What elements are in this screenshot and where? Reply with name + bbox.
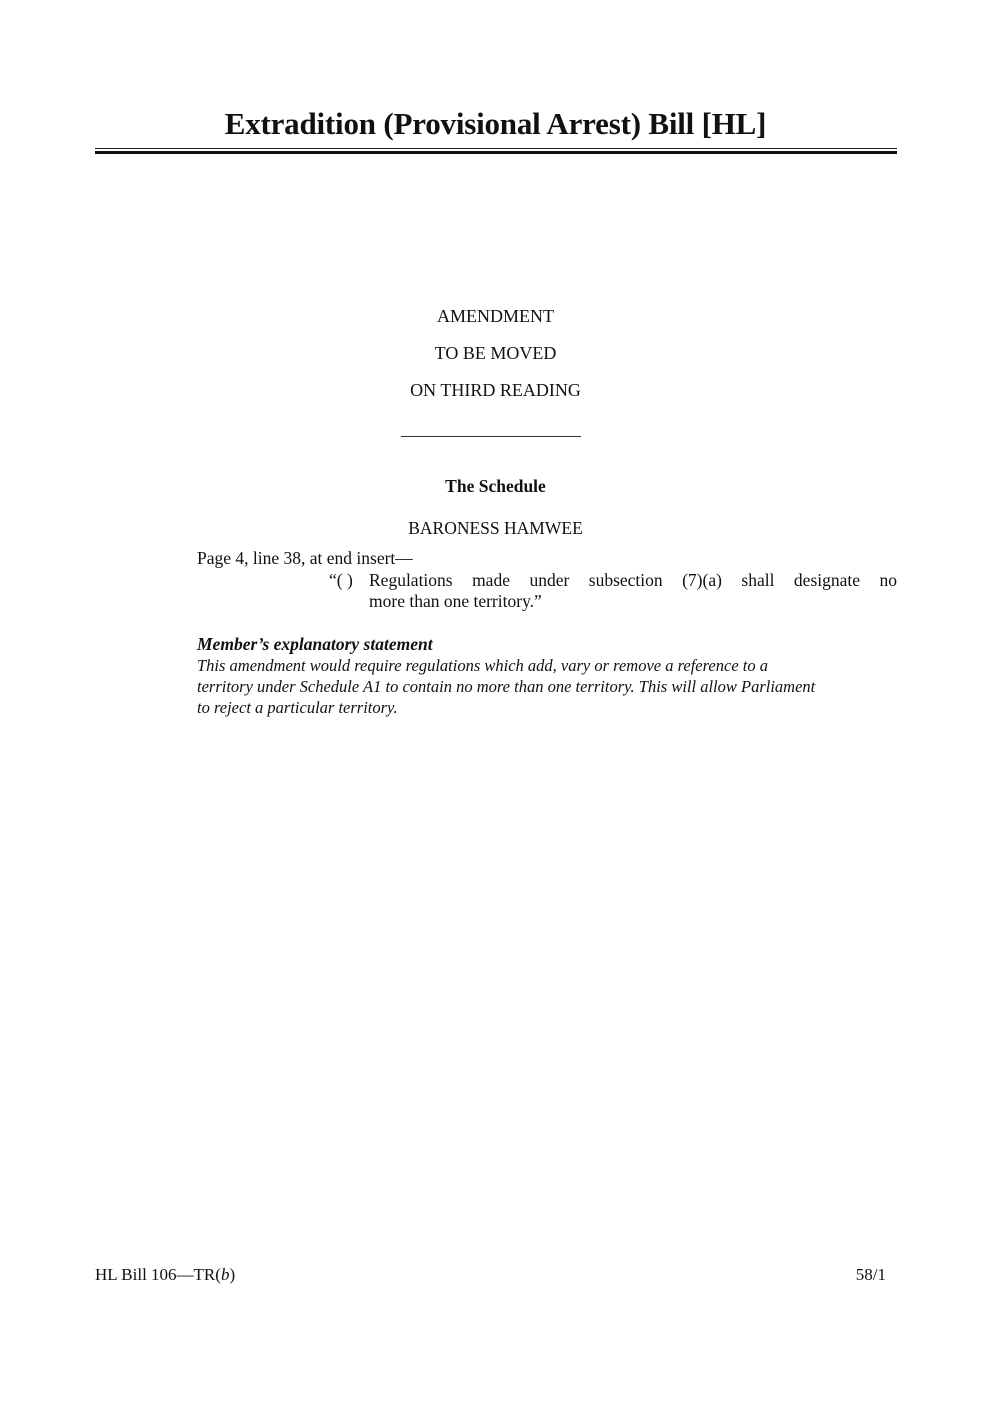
inserted-text-line-1: Regulations made under subsection (7)(a) shall designate no [369, 570, 897, 590]
bill-title: Extradition (Provisional Arrest) Bill [HL] [224, 106, 767, 141]
member-name: BARONESS HAMWEE [408, 518, 583, 538]
footer-bill-reference [95, 1265, 235, 1285]
inserted-subsection-label: “( ) [329, 570, 353, 590]
section-title: The Schedule [445, 476, 546, 496]
footer-page-reference: 58/1 [855, 1265, 886, 1284]
inserted-text-line-2: more than one territory.” [369, 591, 542, 611]
bill-ref-text: HL Bill 106—TR( [95, 1265, 221, 1284]
amendment-instruction: Page 4, line 38, at end insert— [197, 548, 413, 568]
statement-line: territory under Schedule A1 to contain no more than one territory. This will allow Parliament [197, 677, 816, 696]
statement-heading: Member’s explanatory statement [197, 634, 433, 654]
title-rule-thin [95, 148, 897, 149]
bill-ref-italic: b [220, 1265, 230, 1284]
statement-line: This amendment would require regulations which add, vary or remove a reference to a [197, 656, 768, 675]
heading-amendment: AMENDMENT [437, 306, 554, 326]
heading-to-be-moved: TO BE MOVED [434, 343, 557, 363]
divider [401, 436, 581, 437]
statement-line: to reject a particular territory. [197, 698, 398, 717]
bill-ref-end: ) [229, 1265, 236, 1284]
heading-stage: ON THIRD READING [410, 380, 581, 400]
title-rule-thick [95, 151, 897, 154]
